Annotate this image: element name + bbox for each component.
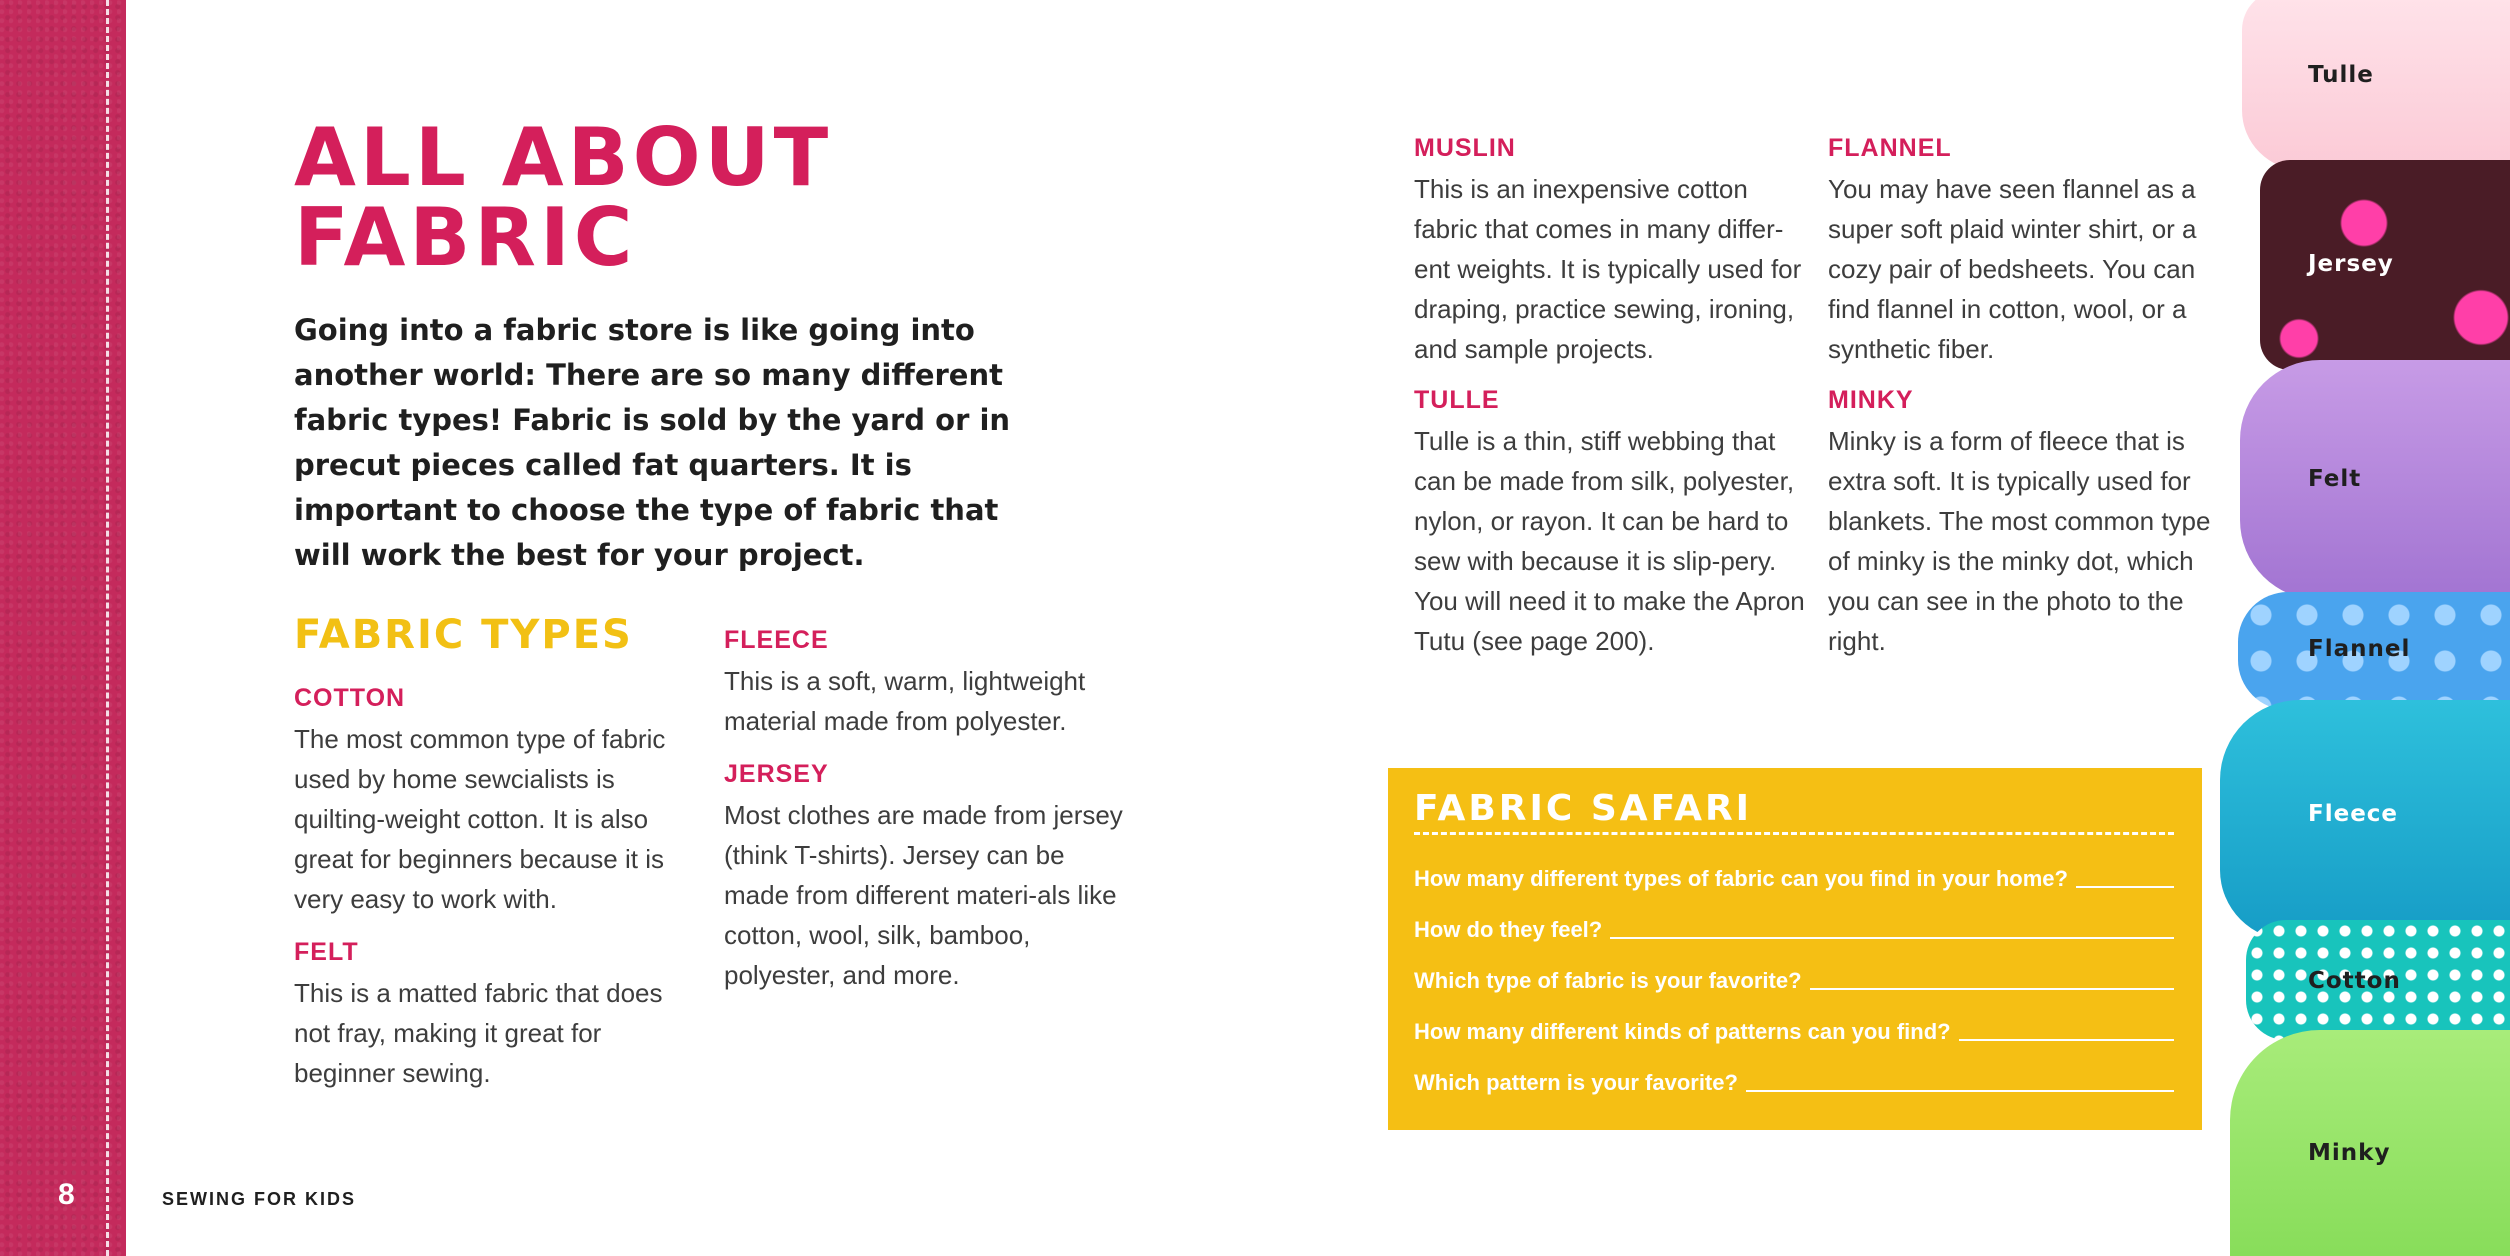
label-fleece: Fleece: [2308, 801, 2399, 827]
entry-text: Minky is a form of fleece that is extra soft. It is typically used for blankets. The most common type of minky is the minky dot, which you can see in the photo to the right.: [1828, 426, 2211, 656]
felt-swatch: [2240, 360, 2510, 600]
entry-flannel: [1828, 134, 2228, 369]
entry-text: The most common type of fabric used by home sewcialists is quilting-weight cotton. It is also great for beginners because it is very easy to work with.: [294, 724, 666, 914]
answer-line: [1610, 937, 2174, 939]
safari-question: How do they feel?: [1414, 917, 2174, 943]
label-jersey: Jersey: [2308, 251, 2394, 277]
entry-text: This is a soft, warm, lightweight material made from polyester.: [724, 666, 1086, 736]
entry-heading: JERSEY: [724, 760, 829, 788]
entry-text: This is a matted fabric that does not fray, making it great for beginner sewing.: [294, 978, 663, 1088]
entry-text: Tulle is a thin, stiff webbing that can be made from silk, polyester, nylon, or rayon. It can be hard to sew with because it is slip-pery. You will need it to make the Apron Tutu (see page 200).: [1414, 426, 1805, 656]
entry-felt: [294, 938, 694, 1093]
answer-line: [2076, 886, 2174, 888]
label-felt: Felt: [2308, 466, 2362, 492]
entry-text: You may have seen flannel as a super soft plaid winter shirt, or a cozy pair of bedsheets. You can find flannel in cotton, wool, or a synthetic fiber.: [1828, 174, 2197, 364]
fabric-safari-box: [1388, 768, 2202, 1130]
intro-paragraph: Going into a fabric store is like going into another world: There are so many different fabric types! Fabric is sold by the yard or in precut pieces called fat quarters. It is important to choose the type of fabric that will work the best for your project.: [294, 313, 1011, 572]
entry-heading: MINKY: [1828, 386, 1914, 414]
answer-line: [1746, 1090, 2174, 1092]
entry-fleece: [724, 626, 1134, 741]
answer-line: [1810, 988, 2174, 990]
entry-heading: FLANNEL: [1828, 134, 1952, 162]
safari-divider: [1414, 832, 2174, 835]
entry-heading: FLEECE: [724, 626, 829, 654]
stitch-line: [106, 0, 109, 1256]
entry-jersey: [724, 760, 1134, 995]
answer-line: [1959, 1039, 2174, 1041]
page-number: 8: [58, 1178, 75, 1211]
label-flannel: Flannel: [2308, 636, 2411, 662]
label-tulle: Tulle: [2308, 62, 2374, 88]
book-title: SEWING FOR KIDS: [162, 1189, 357, 1209]
page-title-line2: FABRIC: [294, 191, 637, 284]
safari-question: Which pattern is your favorite?: [1414, 1070, 2174, 1096]
page-title: [294, 111, 914, 284]
safari-question: How many different types of fabric can you find in your home?: [1414, 866, 2174, 892]
fabric-stack-photo: [2220, 0, 2510, 1256]
tulle-swatch: [2242, 0, 2510, 170]
entry-heading: TULLE: [1414, 386, 1500, 414]
entry-minky: [1828, 386, 2218, 661]
entry-heading: MUSLIN: [1414, 134, 1516, 162]
entry-cotton: [294, 684, 694, 919]
entry-tulle: [1414, 386, 1814, 661]
safari-question: How many different kinds of patterns can you find?: [1414, 1019, 2174, 1045]
section-title: FABRIC TYPES: [294, 612, 633, 658]
entry-heading: FELT: [294, 938, 359, 966]
safari-question: Which type of fabric is your favorite?: [1414, 968, 2174, 994]
label-minky: Minky: [2308, 1140, 2391, 1166]
entry-heading: COTTON: [294, 684, 406, 712]
page-title-line1: ALL ABOUT: [294, 111, 833, 204]
label-cotton: Cotton: [2308, 968, 2401, 994]
entry-text: Most clothes are made from jersey (think T-shirts). Jersey can be made from different materi-als like cotton, wool, silk, bamboo, polyester, and more.: [724, 800, 1123, 990]
entry-muslin: [1414, 134, 1814, 369]
entry-text: This is an inexpensive cotton fabric that comes in many differ-ent weights. It is typically used for draping, practice sewing, ironing, and sample projects.: [1414, 174, 1802, 364]
safari-title: FABRIC SAFARI: [1414, 788, 1753, 829]
